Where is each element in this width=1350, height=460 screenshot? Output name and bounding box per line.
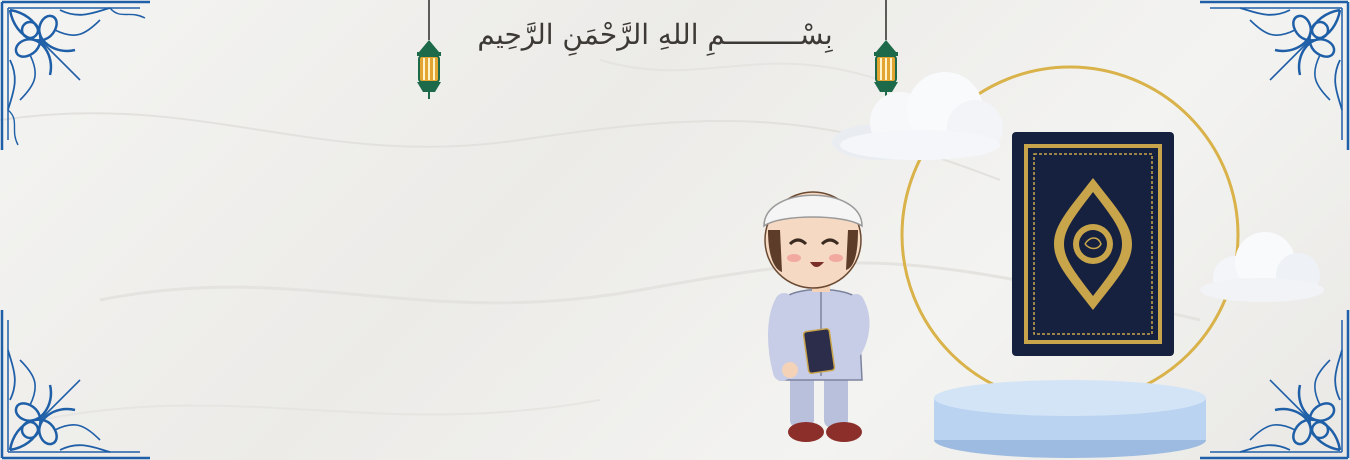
bismillah-heading: بِسْـــــــــمِ اللهِ الرَّحْمَنِ الرَّحِيم (477, 18, 833, 51)
quran-book-icon (1012, 132, 1174, 356)
cloud-icon (1200, 232, 1324, 302)
podium (934, 380, 1206, 458)
child-character-icon (764, 192, 862, 442)
cloud-icon (832, 72, 1003, 160)
